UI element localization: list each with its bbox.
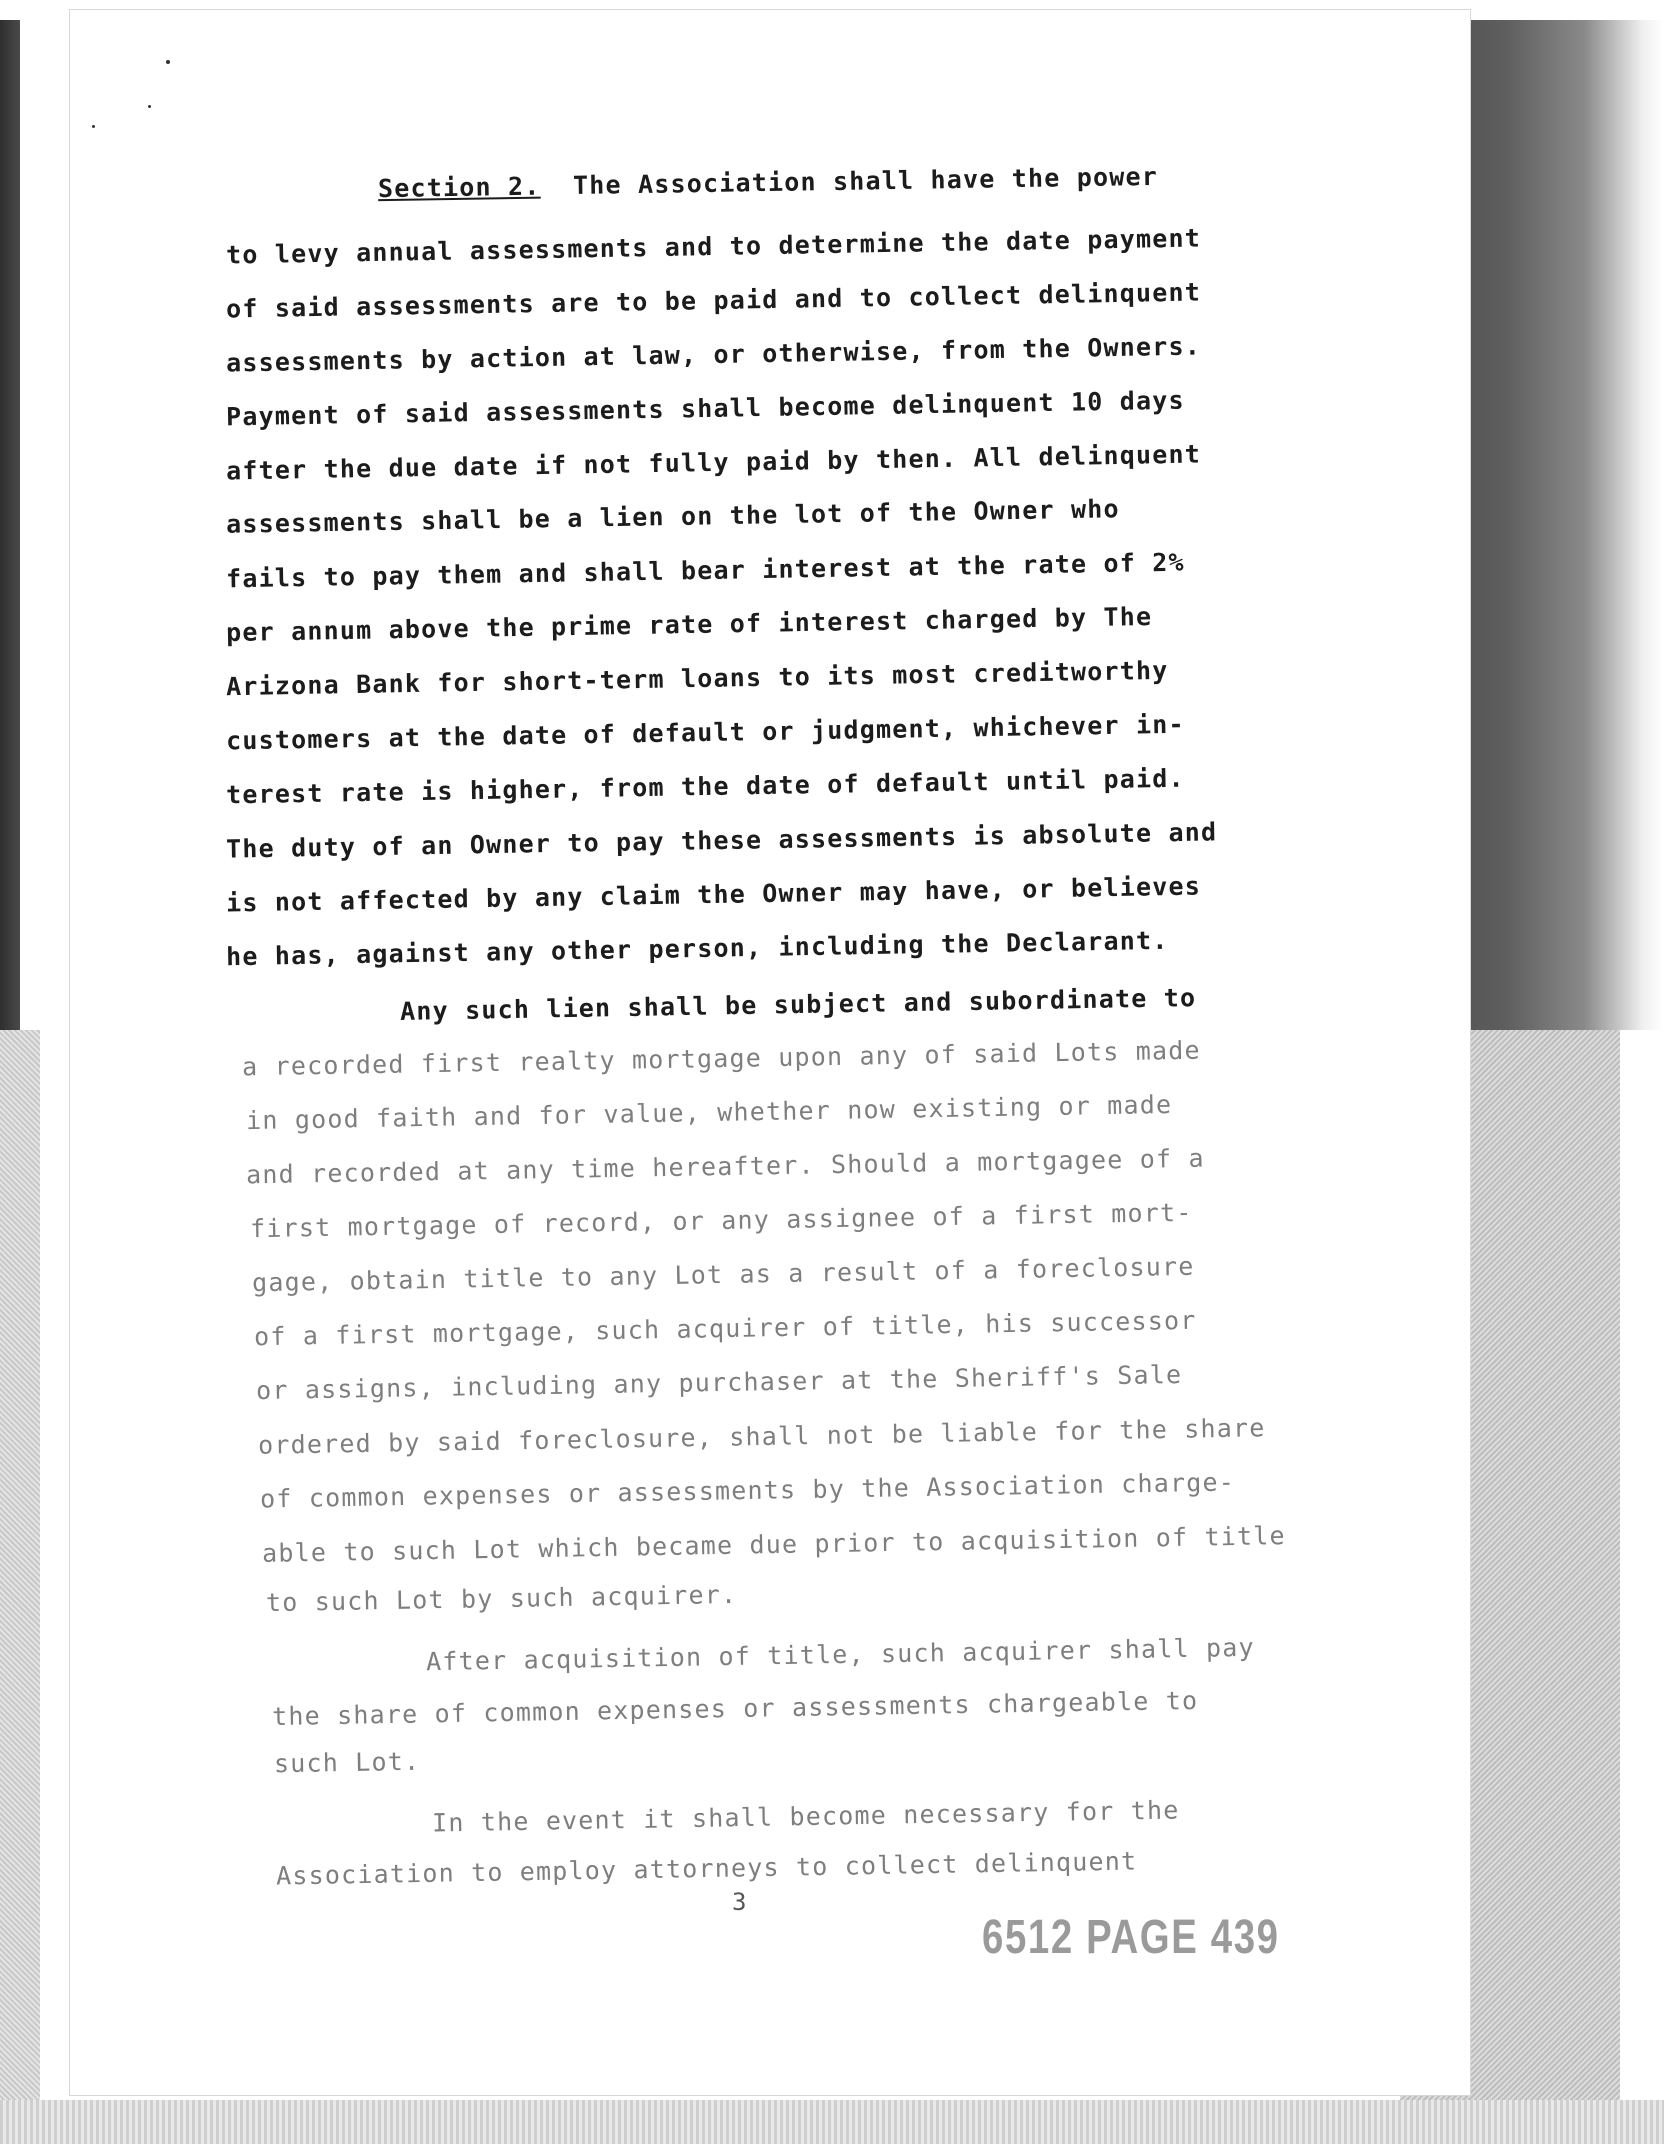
text-line: or assigns, including any purchaser at the Sheriff's Sale xyxy=(255,1359,1183,1406)
text-line: terest rate is higher, from the date of default until paid. xyxy=(225,763,1185,810)
text-line: in good faith and for value, whether now existing or made xyxy=(245,1089,1173,1136)
scan-border-left-light xyxy=(0,1030,40,2120)
page-number: 3 xyxy=(732,1888,747,1916)
text-line: and recorded at any time hereafter. Should a mortgagee of a xyxy=(245,1143,1205,1190)
scan-speck xyxy=(148,105,151,108)
text-line: Any such lien shall be subject and subordinate to xyxy=(399,983,1197,1026)
scan-border-left-dark xyxy=(0,20,20,1030)
text-line: Arizona Bank for short-term loans to its most creditworthy xyxy=(225,655,1169,702)
text-line: fails to pay them and shall bear interest at the rate of 2% xyxy=(225,547,1185,594)
scan-border-bottom xyxy=(0,2100,1664,2144)
text-line: a recorded first realty mortgage upon any of said Lots made xyxy=(241,1035,1201,1082)
text-line: the share of common expenses or assessments chargeable to xyxy=(271,1685,1199,1732)
text-line: to levy annual assessments and to determine the date payment xyxy=(225,223,1202,270)
text-line: Payment of said assessments shall become delinquent 10 days xyxy=(225,385,1185,432)
text-line: ordered by said foreclosure, shall not be liable for the share xyxy=(257,1413,1266,1460)
text-line: of a first mortgage, such acquirer of title, his successor xyxy=(253,1305,1197,1352)
text-line: The duty of an Owner to pay these assessments is absolute and xyxy=(225,817,1218,864)
section-heading: Section 2. xyxy=(377,171,541,204)
text-line: able to such Lot which became due prior to acquisition of title xyxy=(261,1521,1287,1568)
recording-stamp: 6512 PAGE 439 xyxy=(982,1911,1280,1964)
text-line: to such Lot by such acquirer. xyxy=(265,1579,738,1618)
text-line: such Lot. xyxy=(273,1746,421,1779)
text-line: of common expenses or assessments by the Association charge- xyxy=(259,1467,1236,1514)
text-line: Association to employ attorneys to collect delinquent xyxy=(275,1846,1138,1891)
text-line: assessments by action at law, or otherwise, from the Owners. xyxy=(225,331,1202,378)
text-line: gage, obtain title to any Lot as a result of a foreclosure xyxy=(251,1251,1195,1298)
scan-speck xyxy=(92,125,95,128)
text-line: after the due date if not fully paid by then. All delinquent xyxy=(225,439,1202,486)
text-line: assessments shall be a lien on the lot of the Owner who xyxy=(225,494,1121,539)
text-line: of said assessments are to be paid and to collect delinquent xyxy=(225,277,1202,324)
text-line: customers at the date of default or judgment, whichever in- xyxy=(225,709,1185,756)
text-line: After acquisition of title, such acquirer shall pay xyxy=(425,1632,1256,1677)
text-line: he has, against any other person, including the Declarant. xyxy=(225,925,1169,972)
text-line: is not affected by any claim the Owner may have, or believes xyxy=(225,871,1202,918)
text-line: The Association shall have the power xyxy=(572,161,1159,201)
text-line: In the event it shall become necessary for the xyxy=(431,1795,1180,1838)
text-line: first mortgage of record, or any assignee of a first mort- xyxy=(249,1197,1193,1244)
scan-speck xyxy=(166,60,170,64)
text-line: per annum above the prime rate of interest charged by The xyxy=(225,601,1153,648)
